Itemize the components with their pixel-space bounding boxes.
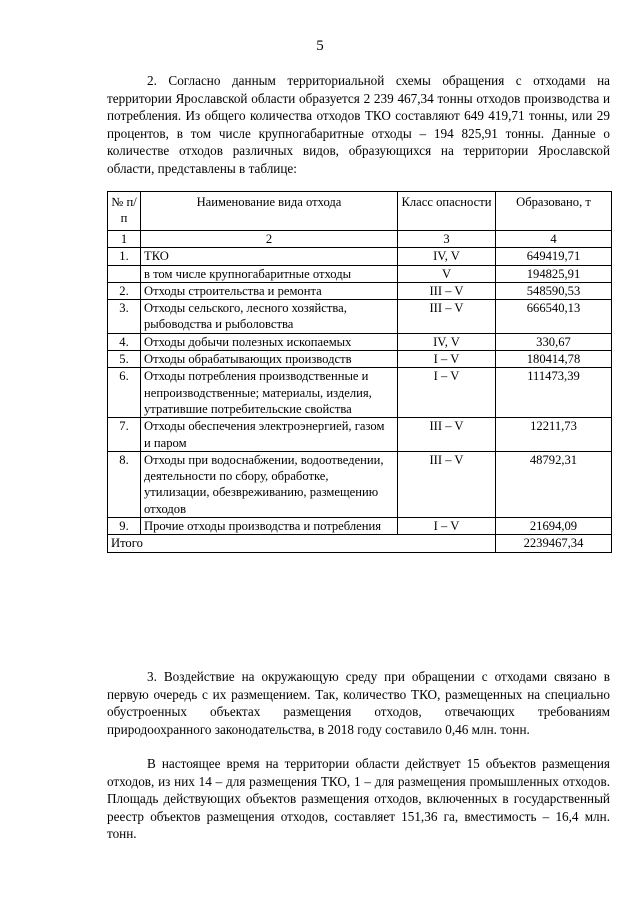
row-num: 5. xyxy=(108,351,141,368)
row-amount: 21694,09 xyxy=(496,518,612,535)
row-hazard: I – V xyxy=(398,368,496,418)
row-amount: 48792,31 xyxy=(496,451,612,517)
row-name: Отходы строительства и ремонта xyxy=(141,282,398,299)
row-num: 6. xyxy=(108,368,141,418)
total-label: Итого xyxy=(108,535,496,552)
row-hazard: IV, V xyxy=(398,248,496,265)
table-row xyxy=(108,351,612,368)
row-name: Отходы потребления производственные и непроизводственные; материалы, изделия, утратившие потребительские свойства xyxy=(141,368,398,418)
table-row xyxy=(108,265,612,282)
table-index-row xyxy=(108,231,612,248)
row-amount: 330,67 xyxy=(496,333,612,350)
row-amount: 666540,13 xyxy=(496,300,612,334)
row-num: 2. xyxy=(108,282,141,299)
total-value: 2239467,34 xyxy=(496,535,612,552)
row-name: Отходы добычи полезных ископаемых xyxy=(141,333,398,350)
index-cell: 1 xyxy=(108,231,141,248)
page-number: 5 xyxy=(316,38,324,54)
row-num: 9. xyxy=(108,518,141,535)
table-total-row xyxy=(108,535,612,552)
row-num: 4. xyxy=(108,333,141,350)
row-name: Отходы при водоснабжении, водоотведении, деятельности по сбору, обработке, утилизации, обезвреживанию, размещению отходов xyxy=(141,451,398,517)
row-amount: 12211,73 xyxy=(496,418,612,452)
row-hazard: I – V xyxy=(398,351,496,368)
row-hazard: III – V xyxy=(398,300,496,334)
row-amount: 194825,91 xyxy=(496,265,612,282)
row-hazard: III – V xyxy=(398,451,496,517)
waste-table xyxy=(107,191,612,553)
table-row xyxy=(108,282,612,299)
table-row xyxy=(108,248,612,265)
table-header-row xyxy=(108,192,612,231)
row-hazard: III – V xyxy=(398,282,496,299)
row-name: Отходы сельского, лесного хозяйства, рыбоводства и рыболовства xyxy=(141,300,398,334)
header-hazard: Класс опасности xyxy=(398,192,496,231)
table-row xyxy=(108,368,612,418)
row-num: 1. xyxy=(108,248,141,265)
table-body xyxy=(108,248,612,535)
row-amount: 111473,39 xyxy=(496,368,612,418)
header-amount: Образовано, т xyxy=(496,192,612,231)
paragraph-4: В настоящее время на территории области действует 15 объектов размещения отходов, из них 14 – для размещения ТКО, 1 – для размещения промышленных отходов. Площадь действующих объектов размещения отходов, включенных в государственный реестр объектов размещения отходов, составляет 151,36 га, вместимость – 16,4 млн. тонн. xyxy=(107,756,610,842)
row-num: 3. xyxy=(108,300,141,334)
paragraph-2: 2. Согласно данным территориальной схемы обращения с отходами на территории Ярославской области образуется 2 239 467,34 тонны отходов производства и потребления. Из общего количества отходов ТКО составляют 649 419,71 тонны, или 29 процентов, в том числе крупногабаритные отходы – 194 825,91 тонны. Данные о количестве отходов различных видов, образующихся на территории Ярославской области, представлены в таблице: xyxy=(107,73,610,176)
row-name: в том числе крупногабаритные отходы xyxy=(141,265,398,282)
index-cell: 3 xyxy=(398,231,496,248)
row-amount: 548590,53 xyxy=(496,282,612,299)
table-row xyxy=(108,300,612,334)
row-name: Отходы обрабатывающих производств xyxy=(141,351,398,368)
row-num: 8. xyxy=(108,451,141,517)
row-hazard: IV, V xyxy=(398,333,496,350)
row-hazard: III – V xyxy=(398,418,496,452)
row-hazard: V xyxy=(398,265,496,282)
header-name: Наименование вида отхода xyxy=(141,192,398,231)
table-row xyxy=(108,451,612,517)
row-num: 7. xyxy=(108,418,141,452)
index-cell: 2 xyxy=(141,231,398,248)
index-cell: 4 xyxy=(496,231,612,248)
paragraph-3: 3. Воздействие на окружающую среду при обращении с отходами связано в первую очередь с их размещением. Так, количество ТКО, размещенных на специально обустроенных объектах размещения отходов, отвечающих требованиям природоохранного законодательства, в 2018 году составило 0,46 млн. тонн. xyxy=(107,669,610,737)
table-row xyxy=(108,418,612,452)
row-name: Отходы обеспечения электроэнергией, газом и паром xyxy=(141,418,398,452)
header-num: № п/п xyxy=(108,192,141,231)
row-amount: 649419,71 xyxy=(496,248,612,265)
row-hazard: I – V xyxy=(398,518,496,535)
table-row xyxy=(108,518,612,535)
table-row xyxy=(108,333,612,350)
row-name: ТКО xyxy=(141,248,398,265)
row-num xyxy=(108,265,141,282)
row-name: Прочие отходы производства и потребления xyxy=(141,518,398,535)
row-amount: 180414,78 xyxy=(496,351,612,368)
